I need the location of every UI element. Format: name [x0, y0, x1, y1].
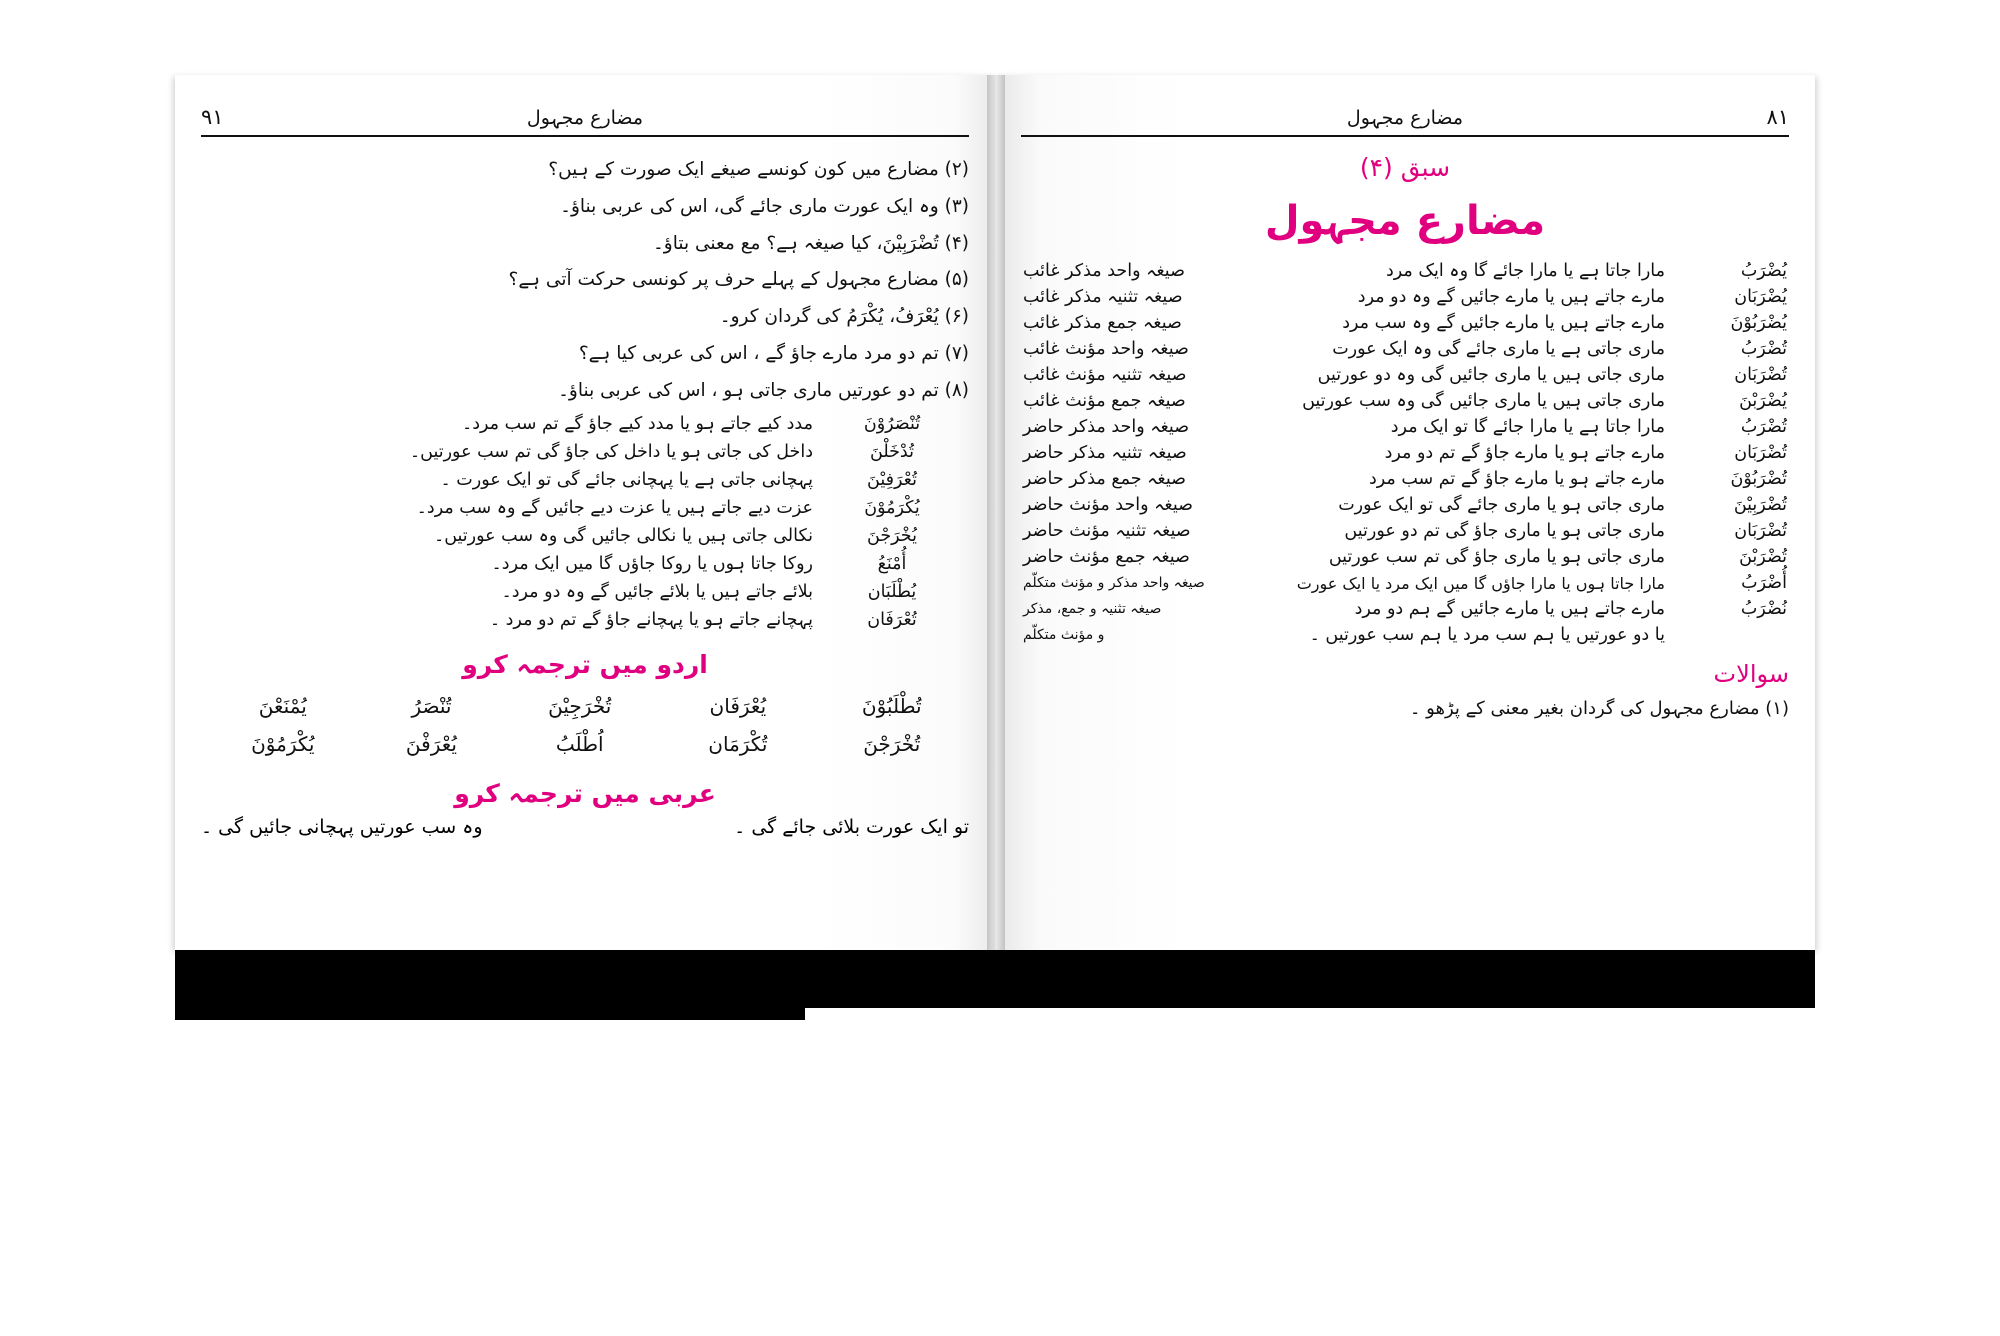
table-row — [1021, 492, 1789, 518]
question-item: (۳) وہ ایک عورت ماری جائے گی، اس کی عربی بناؤ۔ — [560, 195, 969, 217]
conjugation-arabic: یُضْرَبُ — [1740, 261, 1787, 281]
page-number-left: ۱۹ — [201, 105, 224, 129]
exercise-word: یُعْرَفْنَ — [405, 732, 457, 757]
vocabulary-table — [201, 410, 969, 634]
question-item: (۸) تم دو عورتیں ماری جاتی ہو ، اس کی عربی بناؤ۔ — [558, 379, 969, 401]
vocab-meaning: مدد کیے جاتے ہو یا مدد کیے جاؤ گے تم سب مرد۔ — [461, 414, 813, 435]
table-row — [201, 466, 969, 494]
page-left — [175, 75, 995, 950]
conjugation-arabic: تُضْرَبَان — [1734, 521, 1787, 541]
conjugation-sigha: صیغہ تثنیہ مذکر غائب — [1023, 287, 1183, 307]
conjugation-arabic: نُضْرَبُ — [1740, 599, 1787, 619]
vocab-meaning: پہچانی جاتی ہے یا پہچانی جائے گی تو ایک عورت ۔ — [440, 470, 813, 491]
table-row — [1021, 414, 1789, 440]
conjugation-table — [1021, 258, 1789, 648]
conjugation-meaning: مارا جاتا ہے یا مارا جائے گا وہ ایک مرد — [1385, 261, 1665, 281]
page-left-content — [201, 147, 969, 936]
question-item: (۱) مضارع مجہول کی گردان بغیر معنی کے پڑھو ۔ — [1409, 698, 1789, 719]
question-item: (۴) تُضْرَبِیْنَ، کیا صیغہ ہے؟ مع معنی بتاؤ۔ — [652, 232, 969, 254]
conjugation-meaning: مارا جاتا ہے یا مارا جائے گا تو ایک مرد — [1390, 417, 1665, 437]
conjugation-arabic: تُضْرَبَان — [1734, 443, 1787, 463]
book-shadow — [175, 950, 1815, 1008]
table-row — [201, 578, 969, 606]
conjugation-sigha: صیغہ جمع مؤنث غائب — [1023, 391, 1186, 411]
conjugation-meaning: ماری جاتی ہیں یا ماری جائیں گی وہ دو عورتیں — [1317, 365, 1665, 385]
conjugation-meaning: مارے جاتے ہیں یا مارے جائیں گے وہ دو مرد — [1357, 287, 1665, 307]
table-row — [1021, 336, 1789, 362]
table-row — [201, 494, 969, 522]
conjugation-sigha: صیغہ واحد مذکر حاضر — [1023, 417, 1190, 437]
table-row — [201, 606, 969, 634]
conjugation-meaning: ماری جاتی ہو یا ماری جاؤ گی تم سب عورتیں — [1328, 547, 1665, 567]
book-spine — [987, 75, 1005, 950]
questions-heading: سوالات — [1713, 660, 1789, 688]
open-book — [175, 75, 1815, 950]
lesson-number: سبق (۴) — [1359, 153, 1451, 182]
exercise-word: یُکْرَمُوْنَ — [251, 732, 315, 757]
exercise-word: یُمْنَعْنَ — [258, 694, 307, 719]
table-row — [1021, 466, 1789, 492]
vocab-word: تُعْرَفَان — [867, 610, 917, 631]
table-row — [1021, 596, 1789, 622]
page-right-content — [1021, 147, 1789, 936]
table-row — [1021, 622, 1789, 648]
conjugation-meaning: ماری جاتی ہو یا ماری جائے گی تو ایک عورت — [1338, 495, 1665, 515]
vocab-word: تُنْصَرُوْنَ — [863, 414, 921, 435]
header-rule-right — [1021, 135, 1789, 137]
table-row — [201, 687, 969, 725]
conjugation-arabic: أُضْرَبُ — [1741, 573, 1787, 593]
table-row — [201, 438, 969, 466]
running-head-left: مضارع مجہول — [526, 107, 644, 129]
running-head-right: مضارع مجہول — [1346, 107, 1464, 129]
arabic-translation-heading: عربی میں ترجمہ کرو — [454, 779, 716, 809]
exercise-word: اُطْلَبُ — [555, 732, 604, 757]
table-row — [201, 725, 969, 763]
page-right-header — [995, 103, 1815, 137]
vocab-word: تُدْخَلْنَ — [870, 442, 914, 463]
urdu-translation-heading: اردو میں ترجمہ کرو — [462, 650, 708, 680]
table-row — [1021, 284, 1789, 310]
conjugation-sigha: و مؤنث متکلّم — [1023, 627, 1105, 643]
conjugation-arabic: یُضْرَبْنَ — [1739, 391, 1787, 411]
vocab-meaning: روکا جاتا ہوں یا روکا جاؤں گا میں ایک مرد۔ — [491, 554, 813, 575]
conjugation-sigha: صیغہ واحد مؤنث غائب — [1023, 339, 1189, 359]
vocab-word: یُخْرَجْنَ — [867, 526, 917, 547]
conjugation-sigha: صیغہ واحد مذکر و مؤنث متکلّم — [1023, 575, 1205, 591]
conjugation-sigha: صیغہ جمع مذکر حاضر — [1023, 469, 1186, 489]
conjugation-sigha: صیغہ واحد مذکر غائب — [1023, 261, 1185, 281]
question-item: (۷) تم دو مرد مارے جاؤ گے ، اس کی عربی کیا ہے؟ — [578, 342, 969, 364]
conjugation-sigha: صیغہ تثنیہ و جمع، مذکر — [1023, 601, 1162, 617]
conjugation-meaning: مارا جاتا ہوں یا مارا جاؤں گا میں ایک مرد یا ایک عورت — [1296, 573, 1665, 593]
vocab-meaning: پہچانے جاتے ہو یا پہچانے جاؤ گے تم دو مرد ۔ — [489, 610, 813, 631]
vocab-meaning: داخل کی جاتی ہو یا داخل کی جاؤ گی تم سب عورتیں۔ — [409, 442, 813, 463]
conjugation-sigha: صیغہ تثنیہ مؤنث غائب — [1023, 365, 1187, 385]
header-rule-left — [201, 135, 969, 137]
conjugation-sigha: صیغہ جمع مؤنث حاضر — [1023, 547, 1190, 567]
conjugation-meaning: مارے جاتے ہیں یا مارے جائیں گے ہم دو مرد — [1354, 599, 1665, 619]
vocab-meaning: عزت دیے جاتے ہیں یا عزت دیے جائیں گے وہ سب مرد۔ — [416, 498, 813, 519]
conjugation-arabic — [1667, 622, 1789, 648]
conjugation-arabic: تُضْرَبُوْنَ — [1730, 469, 1787, 489]
conjugation-arabic: یُضْرَبُوْنَ — [1730, 313, 1787, 333]
conjugation-meaning: ماری جاتی ہو یا ماری جاؤ گی تم دو عورتیں — [1344, 521, 1665, 541]
exercise-word: تُخْرَجْنَ — [863, 732, 921, 757]
table-row — [1021, 518, 1789, 544]
conjugation-arabic: تُضْرَبُ — [1740, 417, 1787, 437]
table-row — [1021, 440, 1789, 466]
vocab-meaning: نکالی جاتی ہیں یا نکالی جائیں گی وہ سب عورتیں۔ — [433, 526, 813, 547]
conjugation-sigha: صیغہ جمع مذکر غائب — [1023, 313, 1182, 333]
vocab-meaning: بلائے جاتے ہیں یا بلائے جائیں گے وہ دو مرد۔ — [501, 582, 813, 603]
conjugation-sigha: صیغہ واحد مؤنث حاضر — [1023, 495, 1193, 515]
page-title: مضارع مجہول — [1264, 198, 1546, 244]
arabic-exercise-items — [201, 816, 969, 838]
conjugation-sigha: صیغہ تثنیہ مذکر حاضر — [1023, 443, 1187, 463]
conjugation-meaning: ماری جاتی ہیں یا ماری جائیں گی وہ سب عورتیں — [1302, 391, 1665, 411]
exercise-word: یُعْرَفَان — [709, 694, 767, 719]
exercise-sentence: وہ سب عورتیں پہچانی جائیں گی ۔ — [201, 816, 483, 839]
table-row — [1021, 570, 1789, 596]
table-row — [1021, 388, 1789, 414]
table-row — [1021, 258, 1789, 284]
table-row — [201, 522, 969, 550]
conjugation-arabic: تُضْرَبُ — [1740, 339, 1787, 359]
table-row — [1021, 544, 1789, 570]
exercise-word: تُنْصَرُ — [411, 694, 452, 719]
question-list-left — [201, 156, 969, 404]
conjugation-arabic: تُضْرَبَان — [1734, 365, 1787, 385]
conjugation-sigha: صیغہ تثنیہ مؤنث حاضر — [1023, 521, 1191, 541]
question-item: (۲) مضارع میں کون کونسے صیغے ایک صورت کے ہیں؟ — [548, 159, 969, 180]
conjugation-meaning: ماری جاتی ہے یا ماری جائے گی وہ ایک عورت — [1332, 339, 1665, 359]
table-row — [1021, 362, 1789, 388]
vocab-word: یُکْرَمُوْنَ — [864, 498, 920, 519]
vocab-word: یُطْلَبَان — [867, 582, 917, 603]
page-right — [995, 75, 1815, 950]
exercise-word: تُخْرَجِیْنَ — [548, 694, 612, 719]
conjugation-arabic: یُضْرَبَان — [1734, 287, 1787, 307]
page-left-header — [175, 103, 995, 137]
question-item: (۵) مضارع مجہول کے پہلے حرف پر کونسی حرکت آتی ہے؟ — [508, 269, 969, 291]
vocab-word: أُمْنَعُ — [877, 554, 907, 575]
urdu-exercise-grid — [201, 687, 969, 763]
exercise-word: تُطْلَبُوْنَ — [861, 694, 922, 719]
conjugation-meaning: مارے جاتے ہیں یا مارے جائیں گے وہ سب مرد — [1342, 313, 1665, 333]
conjugation-arabic: تُضْرَبْنَ — [1739, 547, 1787, 567]
conjugation-meaning: یا دو عورتیں یا ہم سب مرد یا ہم سب عورتیں ۔ — [1309, 625, 1665, 645]
vocab-word: تُعْرَفِیْنَ — [867, 470, 917, 491]
conjugation-arabic: تُضْرَبِیْنَ — [1733, 495, 1787, 515]
table-row — [1021, 310, 1789, 336]
page-number-right: ۱۸ — [1766, 105, 1789, 129]
question-item: (۶) یُعْرَفُ، یُکْرَمُ کی گردان کرو۔ — [719, 306, 969, 327]
conjugation-meaning: مارے جاتے ہو یا مارے جاؤ گے تم دو مرد — [1384, 443, 1665, 463]
table-row — [201, 550, 969, 578]
conjugation-meaning: مارے جاتے ہو یا مارے جاؤ گے تم سب مرد — [1368, 469, 1665, 489]
exercise-sentence: تو ایک عورت بلائی جائے گی ۔ — [734, 816, 969, 839]
exercise-word: تُکْرَمَان — [708, 732, 768, 757]
table-row — [201, 410, 969, 438]
